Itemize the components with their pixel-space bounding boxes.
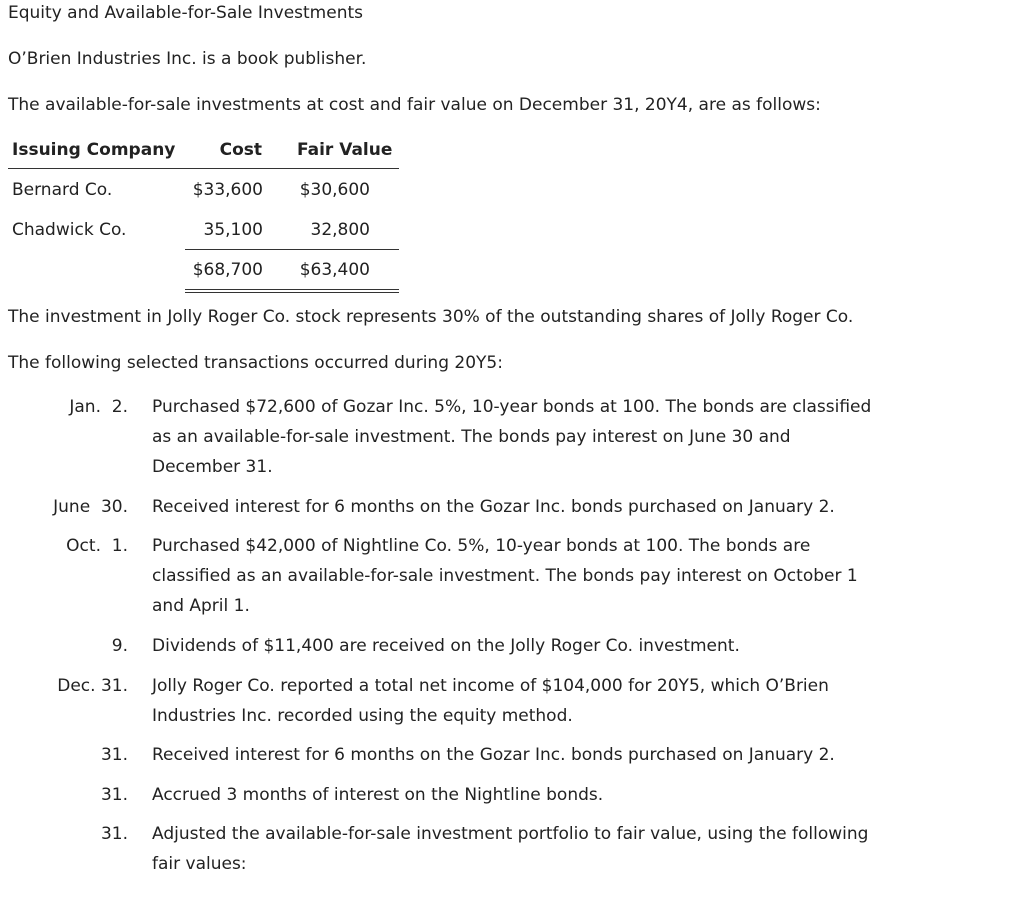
transaction-text: Received interest for 6 months on the Gozar Inc. bonds purchased on January 2. xyxy=(152,745,835,765)
transaction-text: Purchased $42,000 of Nightline Co. 5%, 10-year bonds at 100. The bonds are classified as an available-for-sale investment. The bonds pay interest on October 1 and April 1. xyxy=(152,536,858,616)
page-title: Equity and Available-for-Sale Investments xyxy=(8,3,363,23)
transaction-date: June 30. xyxy=(53,497,128,517)
transaction-date: Oct. 1. xyxy=(66,536,128,556)
transaction-date: 31. xyxy=(100,785,128,805)
row-cost: $33,600 xyxy=(192,180,263,200)
header-rule xyxy=(8,168,399,169)
transaction-text: Adjusted the available-for-sale investment portfolio to fair value, using the following fair values: xyxy=(152,824,869,874)
afs-intro-text: The available-for-sale investments at cost and fair value on December 31, 20Y4, are as follows: xyxy=(8,95,821,115)
transaction-text: Dividends of $11,400 are received on the Jolly Roger Co. investment. xyxy=(152,636,740,656)
transaction-text: Accrued 3 months of interest on the Nightline bonds. xyxy=(152,785,604,805)
total-cost: $68,700 xyxy=(192,260,263,280)
total-rule-bottom xyxy=(185,292,399,293)
afs-investments-table xyxy=(8,136,400,296)
transaction-date: 31. xyxy=(100,745,128,765)
transactions-intro-text: The following selected transactions occurred during 20Y5: xyxy=(8,353,503,373)
row-fair-value: $30,600 xyxy=(299,180,370,200)
subtotal-rule xyxy=(185,249,399,250)
transaction-date: 31. xyxy=(100,824,128,844)
transaction-date: Jan. 2. xyxy=(69,397,128,417)
transaction-date: 9. xyxy=(111,636,128,656)
total-rule-top xyxy=(185,289,399,290)
transaction-text: Received interest for 6 months on the Gozar Inc. bonds purchased on January 2. xyxy=(152,497,835,517)
total-fair-value: $63,400 xyxy=(299,260,370,280)
intro-text: O’Brien Industries Inc. is a book publisher. xyxy=(8,49,367,69)
row-fair-value: 32,800 xyxy=(310,220,370,240)
equity-note-text: The investment in Jolly Roger Co. stock represents 30% of the outstanding shares of Jolly Roger Co. xyxy=(8,307,854,327)
header-issuing-company: Issuing Company xyxy=(12,140,176,160)
transaction-date: Dec. 31. xyxy=(57,676,128,696)
header-fair-value: Fair Value xyxy=(297,140,393,160)
header-cost: Cost xyxy=(219,140,262,160)
row-cost: 35,100 xyxy=(203,220,263,240)
transaction-text: Purchased $72,600 of Gozar Inc. 5%, 10-year bonds at 100. The bonds are classified as an available-for-sale investment. The bonds pay interest on June 30 and December 31. xyxy=(152,397,872,477)
transaction-text: Jolly Roger Co. reported a total net income of $104,000 for 20Y5, which O’Brien Industries Inc. recorded using the equity method. xyxy=(152,676,829,726)
row-company: Chadwick Co. xyxy=(12,220,127,240)
row-company: Bernard Co. xyxy=(12,180,113,200)
